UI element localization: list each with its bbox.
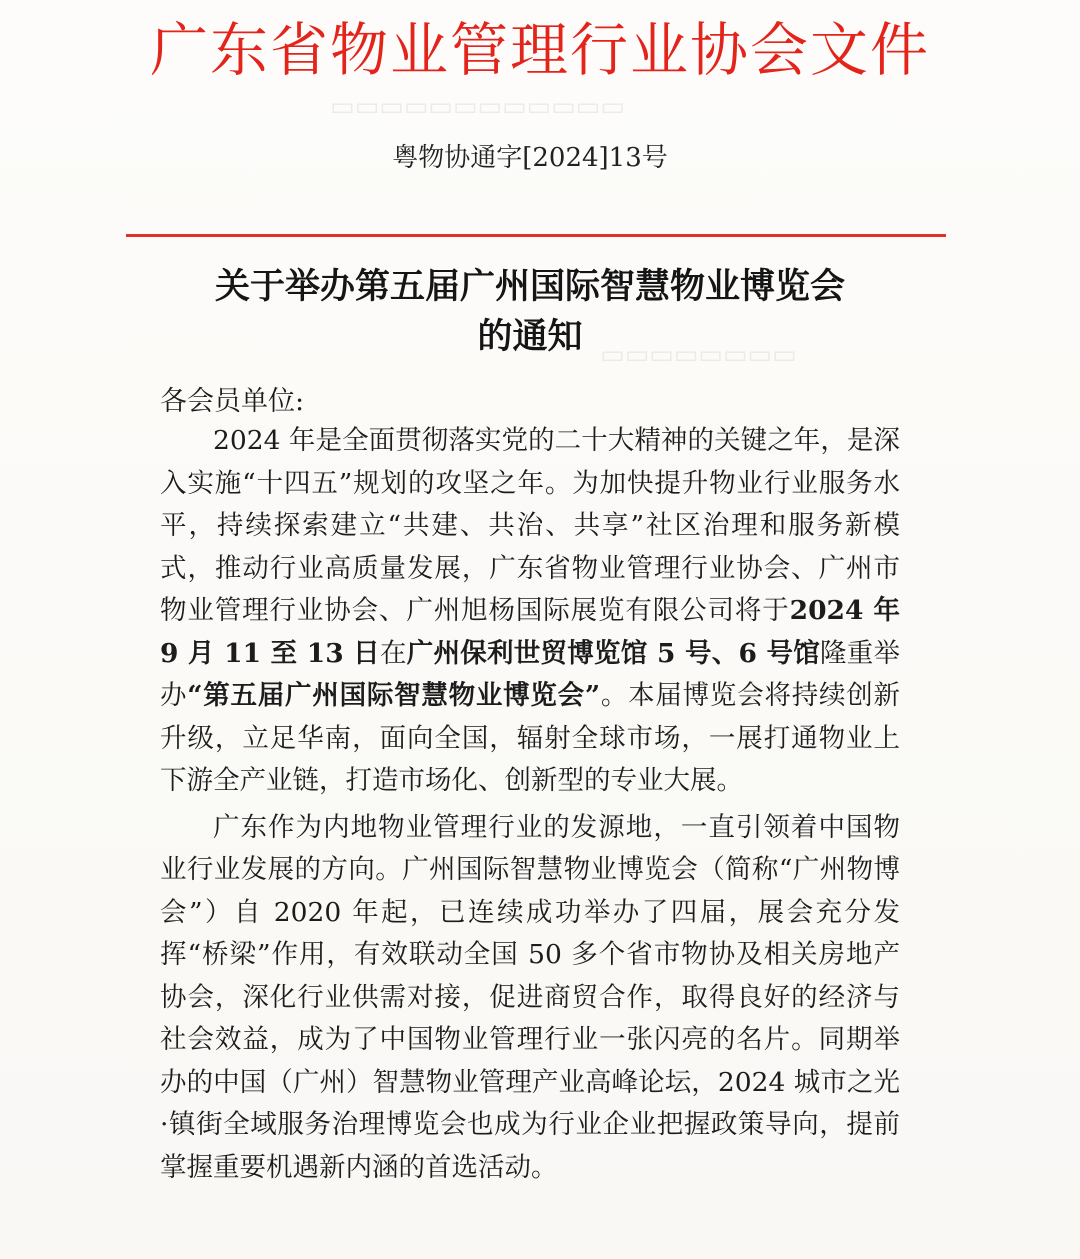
paragraph-1-text: 。本届博览会将持续创新升级，立足华南，面向全国，辐射全球市场，一展打通物业上下游全产业链，打造市场化、创新型的专业大展。 (160, 680, 900, 796)
event-venue: 广州保利世贸博览馆 5 号、6 号馆 (406, 637, 820, 669)
body-text (160, 420, 900, 1189)
paragraph-1-text: 隆重举办 (160, 637, 901, 711)
event-name: “第五届广州国际智慧物业博览会” (187, 680, 601, 711)
notice-title-line-1: 关于举办第五届广州国际智慧物业博览会 (214, 266, 845, 307)
paragraph-1-text: 在 (379, 637, 407, 669)
salutation: 各会员单位: (160, 386, 305, 417)
org-file-title: 广东省物业管理行业协会文件 (149, 16, 930, 84)
paragraph-1-text: 2024 年是全面贯彻落实党的二十大精神的关键之年，是深入实施“十四五”规划的攻坚之年。为加快提升物业行业服务水平，持续探索建立“共建、共治、共享”社区治理和服务新模式，推动行业高质量发展，广东省物业管理行业协会、广州市物业管理行业协会、广州旭杨国际展览有限公司将于 (160, 425, 900, 626)
bleed-through-decoration: ▭▭▭▭▭▭▭▭▭▭▭▭ (330, 92, 625, 122)
red-divider-line (126, 234, 946, 237)
notice-title-line-2: 的通知 (477, 316, 583, 357)
document-number: 粤物协通字[2024]13号 (392, 143, 668, 173)
event-dates: 2024 年 9 月 11 至 13 日 (160, 595, 900, 669)
notice-title (0, 262, 1060, 362)
paragraph-1 (160, 420, 900, 803)
bleed-through-decoration: ▭▭▭▭▭▭▭▭ (600, 340, 797, 370)
paragraph-2: 广东作为内地物业管理行业的发源地，一直引领着中国物业行业发展的方向。广州国际智慧物业博览会（简称“广州物博会”）自 2020 年起，已连续成功举办了四届，展会充分发挥“桥梁”作用，有效联动全国 50 多个省市物协及相关房地产协会，深化行业供需对接，促进商贸合作，取得良好的经济与社会效益，成为了中国物业管理行业一张闪亮的名片。同期举办的中国（广州）智慧物业管理产业高峰论坛，2024 城市之光·镇街全域服务治理博览会也成为行业企业把握政策导向，提前掌握重要机遇新内涵的首选活动。 (160, 811, 900, 1183)
